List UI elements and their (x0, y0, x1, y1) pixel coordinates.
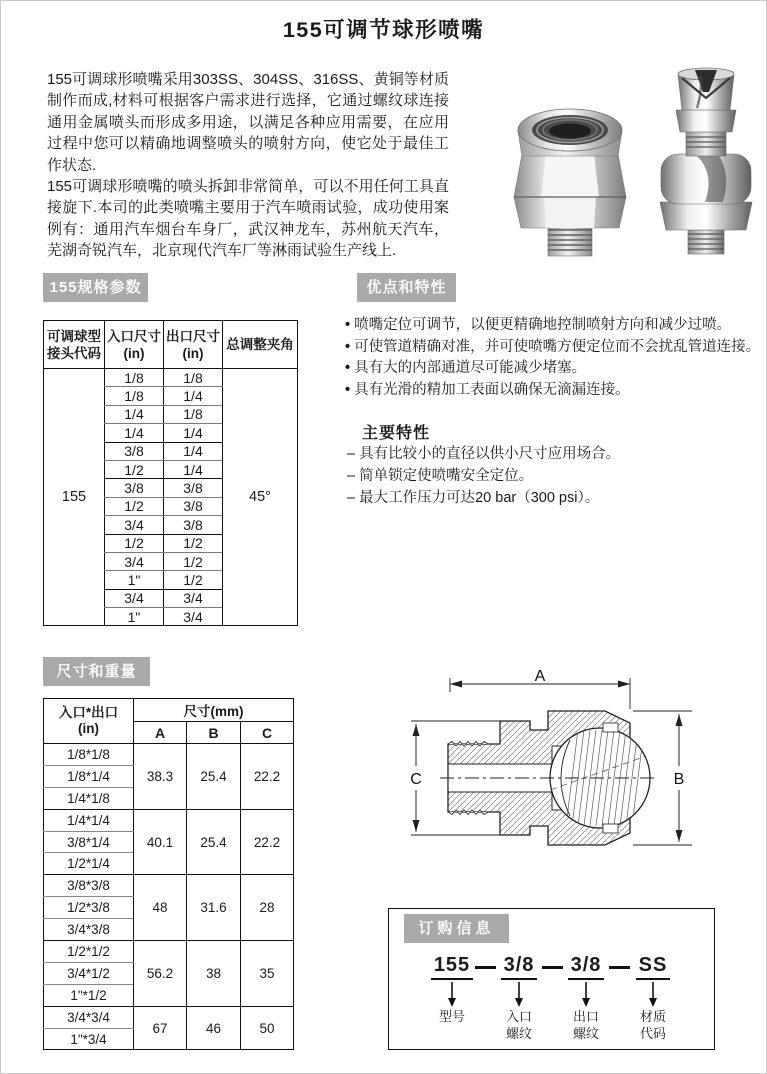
dim-io-cell: 3/8*3/8 (44, 875, 134, 897)
section-header-features: 优点和特性 (357, 273, 456, 302)
dim-row (44, 744, 294, 766)
dim-row (44, 941, 294, 963)
dim-io-cell: 1"*1/2 (44, 984, 134, 1006)
spec-cell: 1/2 (105, 497, 164, 515)
spec-col-header: 入口尺寸 (in) (105, 321, 164, 369)
dim-io-header: 入口*出口 (in) (44, 699, 134, 744)
dim-io-cell: 1/2*3/8 (44, 897, 134, 919)
spec-cell: 3/8 (164, 516, 223, 534)
dim-value-cell: 22.2 (241, 744, 294, 810)
spec-cell: 1/2 (105, 534, 164, 552)
spec-table (43, 320, 298, 626)
spec-cell: 1" (105, 608, 164, 626)
dim-io-cell: 1/4*1/4 (44, 809, 134, 831)
order-label: 型号 (438, 1009, 465, 1024)
key-feature-list (347, 444, 757, 509)
spec-col-header: 可调球型 接头代码 (44, 321, 105, 369)
dim-row (44, 1006, 294, 1028)
intro-text (47, 69, 449, 262)
dim-value-cell: 50 (241, 1006, 294, 1050)
dim-value-cell: 67 (134, 1006, 187, 1050)
order-label: 入口 螺纹 (505, 1009, 532, 1041)
dim-io-cell: 1"*3/4 (44, 1028, 134, 1050)
spec-header-row (44, 321, 298, 369)
order-value: 155 (431, 953, 473, 980)
spec-cell: 3/4 (164, 608, 223, 626)
order-dash (475, 966, 496, 969)
page-title: 155可调节球形喷嘴 (282, 18, 485, 42)
spec-cell: 1/2 (105, 460, 164, 478)
spec-table-head (44, 321, 298, 369)
spec-cell: 1/4 (105, 405, 164, 423)
order-label: 材质 代码 (639, 1009, 666, 1041)
spec-cell: 1/8 (164, 405, 223, 423)
key-feature-item: – 简单锁定使喷嘴安全定位。 (347, 466, 757, 488)
section-header-specs: 155规格参数 (43, 273, 148, 302)
spec-cell: 1/8 (105, 369, 164, 387)
order-segment (563, 953, 609, 1042)
spec-cell: 1/2 (164, 571, 223, 589)
feature-bullet-item: • 可使管道精确对准，并可使喷嘴方便定位而不会扰乱管道连接。 (345, 337, 765, 359)
spec-col-header: 总调整夹角 (223, 321, 298, 369)
order-segment (496, 953, 542, 1042)
order-value: 3/8 (568, 953, 605, 980)
intro-paragraph-1: 155可调球形喷嘴采用303SS、304SS、316SS、黄铜等材质制作而成,材料可根据客户需求进行选择，它通过螺纹球连接通用金属喷头而形成多用途，以满足各种应用需要，在应用过程中您可以精确地调整喷头的喷射方向，使它处于最佳工作状态. (47, 71, 449, 174)
dim-value-cell: 22.2 (241, 809, 294, 875)
spec-cell: 1/2 (164, 534, 223, 552)
dim-value-cell: 56.2 (134, 941, 187, 1007)
dim-value-cell: 25.4 (187, 744, 241, 810)
spec-cell: 1/2 (164, 552, 223, 570)
dim-io-cell: 3/8*1/4 (44, 831, 134, 853)
spec-row (44, 369, 298, 387)
dim-io-cell: 3/4*1/2 (44, 962, 134, 984)
dim-value-cell: 48 (134, 875, 187, 941)
spec-cell: 1/4 (164, 424, 223, 442)
feature-bullet-item: • 喷嘴定位可调节，以便更精确地控制喷射方向和减少过喷。 (345, 315, 765, 337)
order-segment (630, 953, 676, 1042)
dim-io-cell: 1/4*1/8 (44, 787, 134, 809)
key-features-heading: 主要特性 (362, 425, 431, 442)
dim-abc-header: B (187, 722, 241, 744)
product-photo-ball-swivel (500, 100, 640, 260)
spec-cell: 1/8 (105, 387, 164, 405)
spec-cell: 3/4 (164, 589, 223, 607)
order-segment (429, 953, 475, 1026)
down-arrow-icon (513, 982, 525, 1008)
dim-header-row (44, 699, 294, 722)
spec-code-cell: 155 (44, 369, 105, 626)
intro-paragraph-2: 155可调球形喷嘴的喷头拆卸非常简单，可以不用任何工具直接旋下.本司的此类喷嘴主要用于汽车喷雨试验，成功使用案例有：通用汽车烟台车身厂，武汉神龙车，苏州航天汽车，芜湖奇锐汽车，北京现代汽车厂等淋雨试验生产线上. (47, 178, 449, 260)
spec-cell: 3/4 (105, 589, 164, 607)
spec-cell: 3/4 (105, 552, 164, 570)
feature-bullet-item: • 具有光滑的精加工表面以确保无滴漏连接。 (345, 380, 765, 402)
dim-value-cell: 38 (187, 941, 241, 1007)
dim-table-body (44, 744, 294, 1050)
dim-label-c: C (410, 771, 422, 788)
section-header-ordering: 订购信息 (404, 914, 509, 943)
dim-size-header: 尺寸(mm) (134, 699, 294, 722)
dim-value-cell: 40.1 (134, 809, 187, 875)
dim-abc-header: A (134, 722, 187, 744)
spec-cell: 3/8 (164, 479, 223, 497)
section-header-dimensions: 尺寸和重量 (43, 657, 150, 686)
dim-row (44, 875, 294, 897)
dim-value-cell: 46 (187, 1006, 241, 1050)
dim-label-b: B (673, 771, 685, 788)
dimension-table (43, 698, 294, 1050)
dim-value-cell: 38.3 (134, 744, 187, 810)
order-value: 3/8 (501, 953, 538, 980)
product-photo-spray-nozzle (645, 62, 767, 258)
dimension-table-head (44, 699, 294, 744)
spec-cell: 1/4 (164, 460, 223, 478)
ordering-info-box (388, 908, 715, 1050)
order-value: SS (636, 953, 671, 980)
order-dash (542, 966, 563, 969)
key-feature-item: – 具有比较小的直径以供小尺寸应用场合。 (347, 444, 757, 466)
dim-label-a: A (534, 668, 546, 685)
feature-bullet-item: • 具有大的内部通道尽可能减少堵塞。 (345, 358, 765, 380)
dim-value-cell: 35 (241, 941, 294, 1007)
key-feature-item: – 最大工作压力可达20 bar（300 psi）。 (347, 488, 757, 510)
down-arrow-icon (446, 982, 458, 1008)
spec-cell: 1/4 (164, 442, 223, 460)
dim-io-cell: 1/8*1/8 (44, 744, 134, 766)
order-dash (609, 966, 630, 969)
spec-cell: 1" (105, 571, 164, 589)
spec-cell: 3/8 (164, 497, 223, 515)
dim-io-cell: 1/2*1/2 (44, 941, 134, 963)
feature-bullet-list (345, 315, 765, 401)
down-arrow-icon (647, 982, 659, 1008)
spec-col-header: 出口尺寸 (in) (164, 321, 223, 369)
dim-io-cell: 3/4*3/4 (44, 1006, 134, 1028)
dim-row (44, 809, 294, 831)
down-arrow-icon (580, 982, 592, 1008)
spec-cell: 1/8 (164, 369, 223, 387)
order-code-row (429, 953, 676, 1042)
dim-value-cell: 25.4 (187, 809, 241, 875)
dim-value-cell: 31.6 (187, 875, 241, 941)
spec-cell: 3/4 (105, 516, 164, 534)
spec-cell: 1/4 (105, 424, 164, 442)
dim-io-cell: 3/4*3/8 (44, 919, 134, 941)
technical-drawing (400, 668, 700, 868)
dim-io-cell: 1/2*1/4 (44, 853, 134, 875)
dim-io-cell: 1/8*1/4 (44, 765, 134, 787)
order-label: 出口 螺纹 (572, 1009, 599, 1041)
spec-cell: 3/8 (105, 442, 164, 460)
spec-cell: 3/8 (105, 479, 164, 497)
spec-angle-cell: 45° (223, 369, 298, 626)
dim-abc-header: C (241, 722, 294, 744)
dim-value-cell: 28 (241, 875, 294, 941)
spec-cell: 1/4 (164, 387, 223, 405)
spec-table-body (44, 369, 298, 626)
